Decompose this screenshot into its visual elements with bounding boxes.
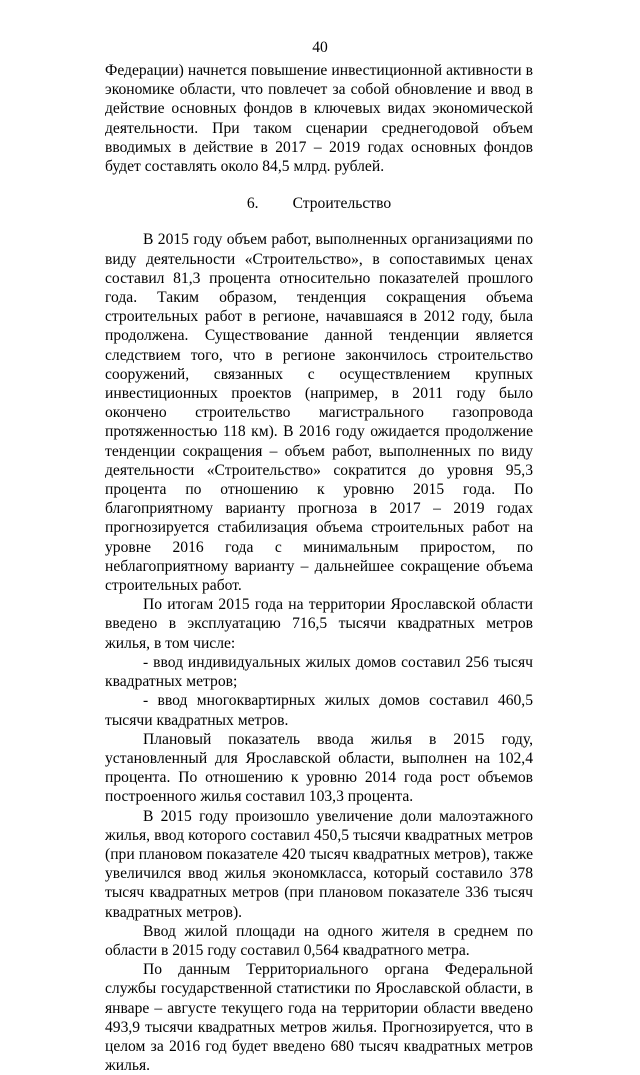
paragraph: Плановый показатель ввода жилья в 2015 году, установленный для Ярославской области, выполнен на 102,4 процента. По отношению к уровню 2014 года рост объемов построенного жилья составил 103,3 процента. <box>105 730 533 806</box>
paragraph: По итогам 2015 года на территории Ярославской области введено в эксплуатацию 716,5 тысячи квадратных метров жилья, в том числе: <box>105 596 533 652</box>
paragraph: В 2015 году произошло увеличение доли малоэтажного жилья, ввод которого составил 450,5 тысячи квадратных метров (при плановом показателе 420 тысяч квадратных метров), также увеличился ввод жилья экономкласса, который составило 378 тысяч квадратных метров (при плановом показателе 336 тысяч квадратных метров). <box>105 807 533 921</box>
paragraph: Ввод жилой площади на одного жителя в среднем по области в 2015 году составил 0,564 квадратного метра. <box>105 922 533 959</box>
section-number: 6. <box>246 195 259 213</box>
list-item: - ввод многоквартирных жилых домов составил 460,5 тысячи квадратных метров. <box>105 692 533 729</box>
page-content <box>105 61 533 1075</box>
section-heading <box>105 194 533 213</box>
paragraph: В 2015 году объем работ, выполненных организациями по виду деятельности «Строительство», в сопоставимых ценах составил 81,3 процента относительно показателей прошлого года. Таким образом, тенденция сокращения объема строительных работ в регионе, начавшаяся в 2012 году, была продолжена. Существование данной тенденции является следствием того, что в регионе закончилось строительство сооружений, связанных с осуществлением крупных инвестиционных проектов (например, в 2011 году было окончено строительство магистрального газопровода протяженностью 118 км). В 2016 году ожидается продолжение тенденции сокращения – объем работ, выполненных по виду деятельности «Строительство» сократится до уровня 95,3 процента по отношению к уровню 2015 года. По благоприятному варианту прогноза в 2017 – 2019 годах прогнозируется стабилизация объема строительных работ на уровне 2016 года с минимальным приростом, по неблагоприятному варианту – дальнейшее сокращение объема строительных работ. <box>105 231 533 595</box>
paragraph: По данным Территориального органа Федеральной службы государственной статистики по Ярославской области, в январе – августе текущего года на территории области введено 493,9 тысячи квадратных метров жилья. Прогнозируется, что в целом за 2016 год будет введено 680 тысяч квадратных метров жилья. <box>105 961 533 1075</box>
page-number: 40 <box>312 39 328 56</box>
section-title: Строительство <box>292 195 392 213</box>
continued-paragraph: Федерации) начнется повышение инвестиционной активности в экономике области, что повлечет за собой обновление и ввод в действие основных фондов в ключевых видах экономической деятельности. При таком сценарии среднегодовой объем вводимых в действие в 2017 – 2019 годах основных фондов будет составлять около 84,5 млрд. рублей. <box>105 62 533 176</box>
list-item: - ввод индивидуальных жилых домов составил 256 тысяч квадратных метров; <box>105 653 533 691</box>
